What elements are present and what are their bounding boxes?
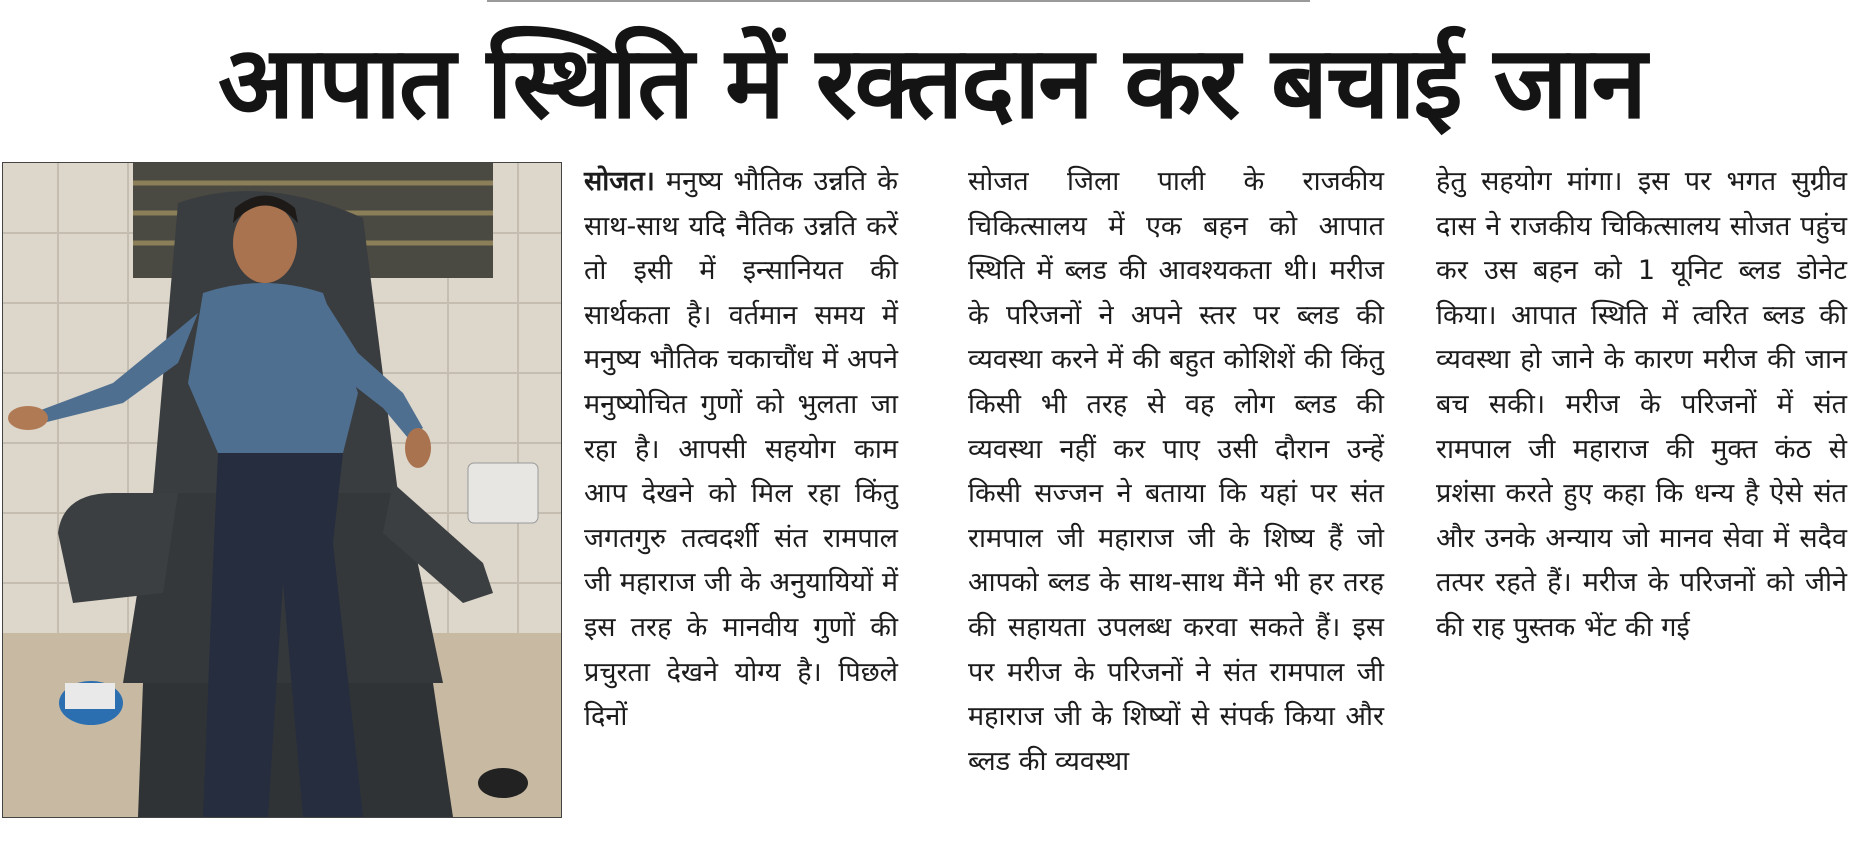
top-rule — [487, 0, 1310, 2]
column-1-text: मनुष्य भौतिक उन्नति के साथ-साथ यदि नैतिक उन्नति करें तो इसी में इन्सानियत की सार्थकता है। वर्तमान समय में मनुष्य भौतिक चकाचौंध में अपने मनुष्योचित गुणों को भुलता जा रहा है। आपसी सहयोग काम आप देखने को मिल रहा किंतु जगतगुरु तत्वदर्शी संत रामपाल जी महाराज जी के अनुयायियों में इस तरह के मानवीय गुणों की प्रचुरता देखने योग्य है। पिछले दिनों — [584, 166, 898, 733]
headline: आपात स्थिति में रक्तदान कर बचाई जान — [217, 24, 1646, 141]
article-column-1 — [584, 160, 898, 740]
article-column-3: हेतु सहयोग मांगा। इस पर भगत सुग्रीव दास ने राजकीय चिकित्सालय सोजत पहुंच कर उस बहन को 1 यूनिट ब्लड डोनेट किया। आपात स्थिति में त्वरित ब्लड की व्यवस्था हो जाने के कारण मरीज की जान बच सकी। मरीज के परिजनों में संत रामपाल जी महाराज की मुक्त कंठ से प्रशंसा करते हुए कहा कि धन्य है ऐसे संत और उनके अन्याय जो मानव सेवा में सदैव तत्पर रहते हैं। मरीज के परिजनों को जीने की राह पुस्तक भेंट की गई — [1436, 166, 1847, 643]
dateline: सोजत। — [584, 166, 655, 197]
news-photo — [2, 162, 562, 818]
article-column-2: सोजत जिला पाली के राजकीय चिकित्सालय में एक बहन को आपात स्थिति में ब्लड की आवश्यकता थी। मरीज के परिजनों ने अपने स्तर पर ब्लड की व्यवस्था करने में की बहुत कोशिशें की किंतु किसी भी तरह से वह लोग ब्लड की व्यवस्था नहीं कर पाए उसी दौरान उन्हें किसी सज्जन ने बताया कि यहां पर संत रामपाल जी महाराज जी के शिष्य हैं जो आपको ब्लड के साथ-साथ मैंने भी हर तरह की सहायता उपलब्ध करवा सकते हैं। इस पर मरीज के परिजनों ने संत रामपाल जी महाराज जी के शिष्यों से संपर्क किया और ब्लड की व्यवस्था — [968, 166, 1384, 777]
